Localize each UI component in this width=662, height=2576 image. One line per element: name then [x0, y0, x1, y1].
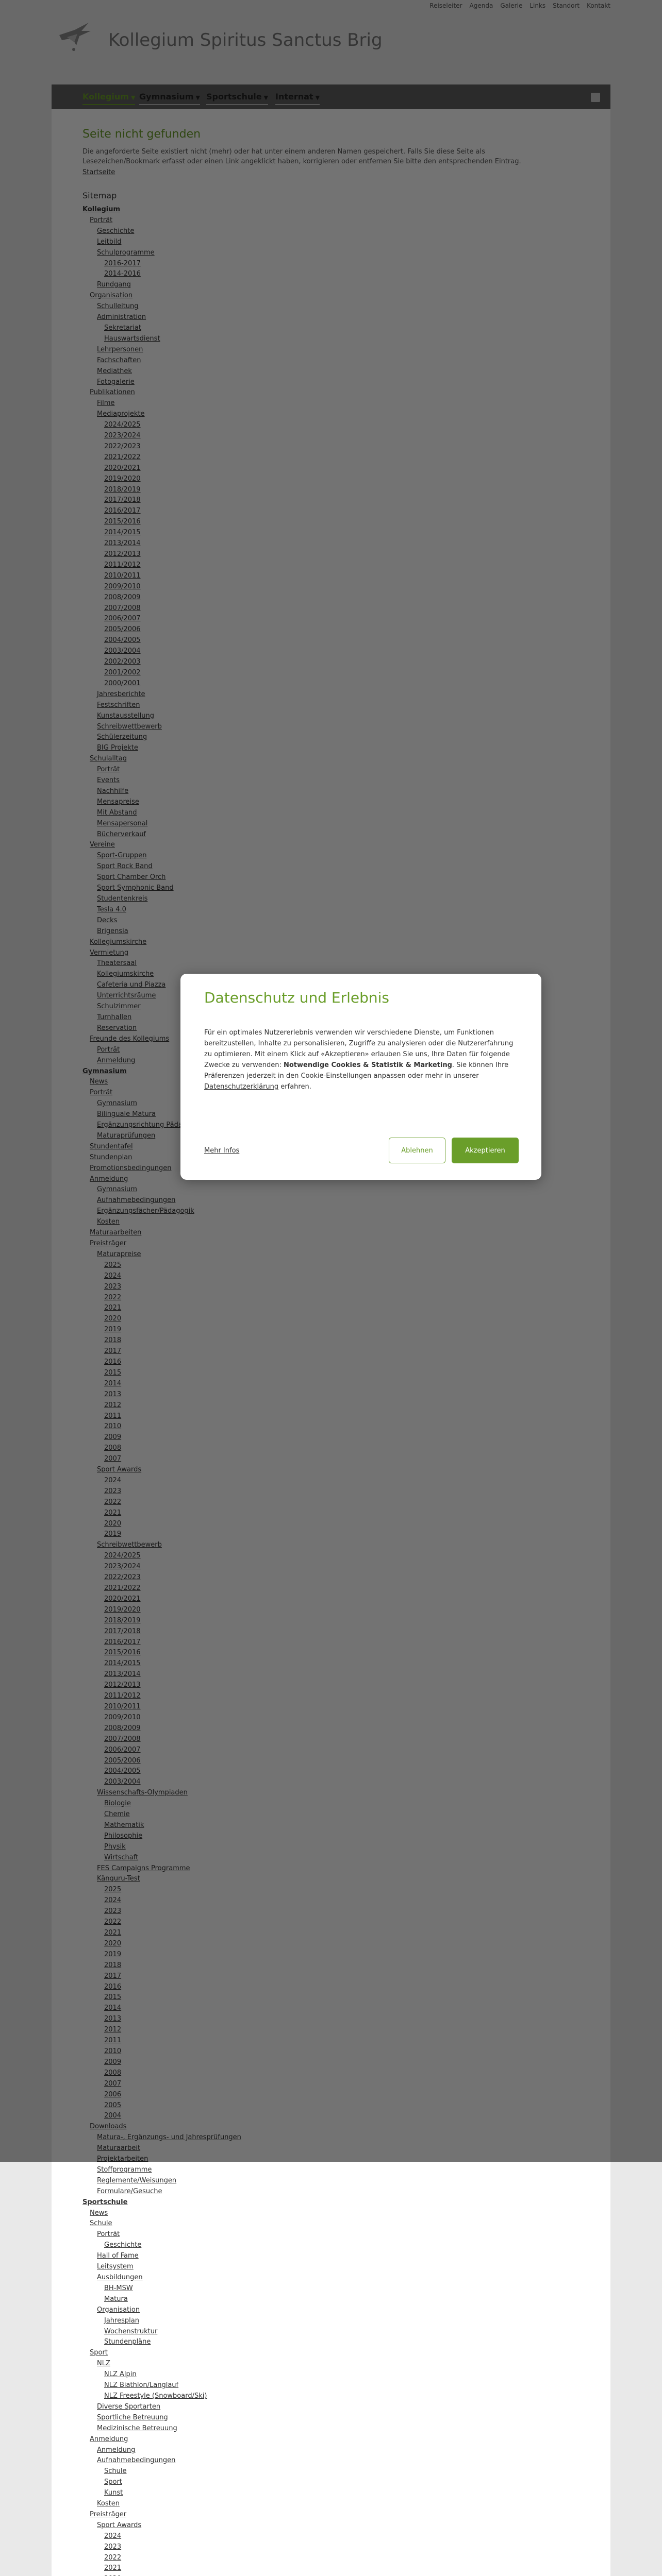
sitemap-link[interactable]: BH-MSW [104, 2284, 133, 2292]
sitemap-link[interactable]: Kosten [97, 2500, 120, 2508]
sitemap-item [82, 2197, 580, 2208]
sitemap-link[interactable]: Anmeldung [90, 2435, 128, 2443]
cookie-dialog-title: Datenschutz und Erlebnis [204, 989, 389, 1006]
sitemap-link[interactable]: Stoffprogramme [97, 2165, 152, 2174]
sitemap-item [82, 2273, 580, 2283]
sitemap-link[interactable]: Matura [104, 2295, 128, 2303]
sitemap-item [82, 2176, 580, 2187]
sitemap-link[interactable]: Medizinische Betreuung [97, 2424, 177, 2432]
sitemap-item [82, 2240, 580, 2251]
sitemap-link[interactable]: Ausbildungen [97, 2274, 143, 2281]
sitemap-link[interactable]: 2022 [104, 2553, 122, 2562]
sitemap-link[interactable]: Diverse Sportarten [97, 2402, 161, 2411]
sitemap-link[interactable]: Aufnahmebedingungen [97, 2456, 176, 2465]
sitemap-link[interactable]: Sport Awards [97, 2521, 142, 2529]
sitemap-item [82, 2251, 580, 2262]
sitemap-link[interactable]: Kunst [104, 2489, 123, 2497]
sitemap-item [82, 2434, 580, 2445]
sitemap-item [82, 2229, 580, 2240]
sitemap-link[interactable]: Organisation [97, 2306, 140, 2314]
sitemap-link[interactable]: Anmeldung [97, 2446, 136, 2454]
sitemap-link[interactable]: Preisträger [90, 2510, 127, 2518]
sitemap-item [82, 2553, 580, 2564]
sitemap-item [82, 2402, 580, 2413]
cookie-dialog-text: Für ein optimales Nutzererlebnis verwenden wir verschiedene Dienste, um Funktionen bereitzustellen, Inhalte zu personalisieren, Zugriffe zu analysieren oder die Nutzererfahrung zu optimieren. Mit einem Klick auf «Akzeptieren» erlauben Sie uns, Ihre Daten für folgende Zwecke zu verwenden: Notwendige Cookies & Statistik & Marketing. Sie können Ihre Präferenzen jederzeit in den Cookie-Einstellungen anpassen oder mehr in unserer Datenschutzerklärung erfahren. [204, 1029, 514, 1091]
sitemap-link[interactable]: Geschichte [104, 2241, 142, 2249]
sitemap-link[interactable]: News [90, 2209, 108, 2217]
sitemap-item [82, 2262, 580, 2273]
sitemap-link[interactable]: Sport [104, 2478, 122, 2486]
cookie-consent-dialog [180, 974, 541, 1180]
sitemap-link[interactable]: NLZ [97, 2360, 110, 2368]
sitemap-link[interactable]: 2021 [104, 2564, 122, 2572]
sitemap-link[interactable]: Sport [90, 2349, 108, 2357]
sitemap-link[interactable]: NLZ Alpin [104, 2370, 137, 2379]
decline-button[interactable]: Ablehnen [389, 1138, 445, 1163]
sitemap-item [82, 2218, 580, 2229]
sitemap-item [82, 2316, 580, 2327]
more-info-link[interactable]: Mehr Infos [204, 1147, 240, 1155]
sitemap-link[interactable]: 2024 [104, 2532, 122, 2540]
sitemap-link[interactable]: Schule [90, 2219, 112, 2228]
privacy-policy-link[interactable]: Datenschutzerklärung [204, 1083, 279, 1091]
sitemap-item [82, 2208, 580, 2219]
sitemap-item [82, 2369, 580, 2380]
sitemap-item [82, 2305, 580, 2316]
sitemap-link[interactable]: NLZ Freestyle (Snowboard/Ski) [104, 2392, 207, 2400]
sitemap-link[interactable]: Sportliche Betreuung [97, 2413, 168, 2421]
sitemap-item [82, 2477, 580, 2488]
sitemap-item [82, 2391, 580, 2402]
sitemap-link[interactable]: Reglemente/Weisungen [97, 2176, 177, 2184]
sitemap-item [82, 2466, 580, 2477]
sitemap-item [82, 2499, 580, 2510]
sitemap-item [82, 2424, 580, 2434]
sitemap-item [82, 2348, 580, 2359]
sitemap-item [82, 2574, 580, 2576]
sitemap-item [82, 2165, 580, 2176]
sitemap-link[interactable]: Formulare/Gesuche [97, 2187, 162, 2195]
sitemap-item [82, 2455, 580, 2466]
sitemap-item [82, 2337, 580, 2348]
sitemap-item [82, 2520, 580, 2531]
sitemap-item [82, 2413, 580, 2424]
sitemap-link[interactable]: Jahresplan [104, 2316, 139, 2325]
accept-button[interactable]: Akzeptieren [452, 1138, 519, 1163]
sitemap-link[interactable]: NLZ Biathlon/Langlauf [104, 2381, 179, 2389]
sitemap-link[interactable]: Stundenpläne [104, 2338, 151, 2346]
sitemap-item [82, 2380, 580, 2391]
sitemap-item [82, 2531, 580, 2542]
sitemap-item [82, 2283, 580, 2294]
sitemap-item [82, 2563, 580, 2574]
sitemap-item [82, 2359, 580, 2369]
sitemap-item [82, 2445, 580, 2456]
sitemap-link[interactable]: Sportschule [82, 2198, 128, 2206]
sitemap-link[interactable]: Leitsystem [97, 2263, 134, 2271]
sitemap-item [82, 2488, 580, 2499]
sitemap-item [82, 2187, 580, 2197]
sitemap-item [82, 2542, 580, 2553]
sitemap-link[interactable]: 2023 [104, 2543, 122, 2551]
sitemap-item [82, 2327, 580, 2337]
sitemap-link[interactable]: Schule [104, 2467, 127, 2476]
sitemap-item [82, 2294, 580, 2305]
sitemap-link[interactable]: Porträt [97, 2230, 120, 2239]
sitemap-link[interactable]: Wochenstruktur [104, 2327, 158, 2335]
sitemap-link[interactable]: Hall of Fame [97, 2252, 139, 2260]
sitemap-item [82, 2510, 580, 2520]
